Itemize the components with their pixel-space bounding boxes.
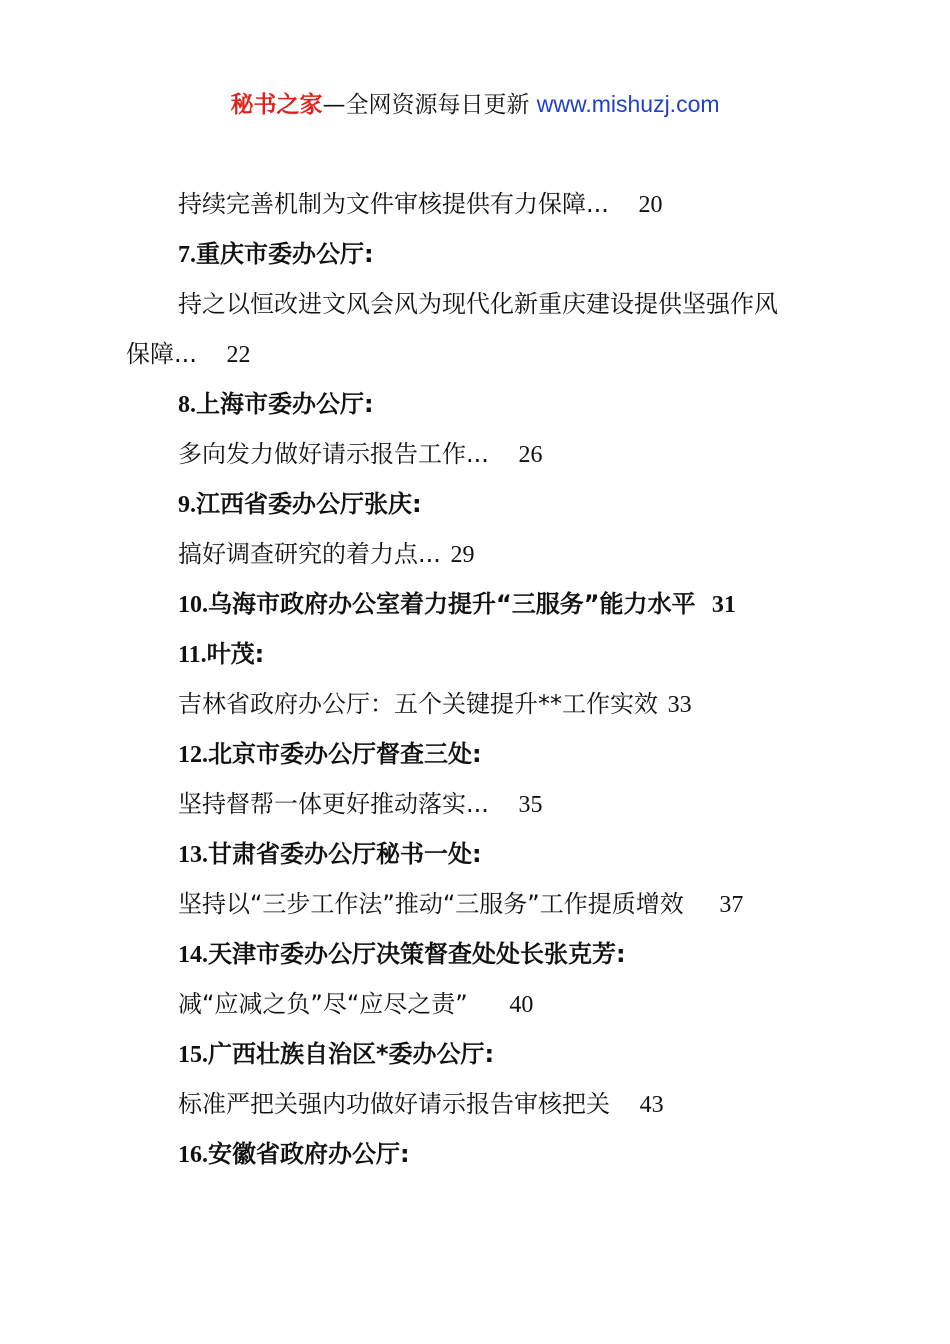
toc-heading-number: 12. — [178, 742, 208, 768]
toc-heading[interactable] — [178, 1136, 410, 1173]
toc-entry[interactable] — [178, 986, 533, 1023]
toc-heading-number: 14. — [178, 942, 208, 968]
toc-page-number: 37 — [719, 892, 744, 918]
toc-heading-title: 甘肃省委办公厅秘书一处: — [208, 840, 482, 868]
toc-heading[interactable] — [178, 386, 374, 423]
toc-entry-title: 坚持以“三步工作法”推动“三服务”工作提质增效 — [178, 890, 684, 918]
toc-heading-number: 9. — [178, 492, 196, 518]
toc-page-number: 31 — [711, 592, 736, 618]
toc-page-number: 33 — [667, 692, 692, 718]
toc-entry[interactable] — [178, 686, 692, 723]
toc-heading-number: 13. — [178, 842, 208, 868]
toc-entry-title: 持之以恒改进文风会风为现代化新重庆建设提供坚强作风 — [178, 290, 778, 318]
toc-page-number: 20 — [638, 192, 663, 218]
toc-entry[interactable] — [178, 186, 663, 223]
toc-heading[interactable] — [178, 736, 482, 773]
toc-heading-title: 天津市委办公厅决策督查处处长张克芳: — [208, 940, 626, 968]
toc-page-number: 22 — [226, 342, 251, 368]
toc-entry-title: 搞好调查研究的着力点... — [178, 540, 441, 568]
site-url-link[interactable]: www.mishuzj.com — [536, 91, 720, 117]
toc-heading-title: 叶茂: — [206, 640, 265, 668]
toc-heading[interactable] — [178, 936, 626, 973]
toc-heading-number: 8. — [178, 392, 196, 418]
toc-page-number: 40 — [509, 992, 534, 1018]
toc-heading-number: 11. — [178, 642, 207, 668]
toc-heading-title: 重庆市委办公厅: — [196, 240, 374, 268]
toc-heading-title: 乌海市政府办公室着力提升“三服务”能力水平 — [208, 590, 696, 618]
toc-entry[interactable] — [178, 786, 543, 823]
toc-entry-continuation[interactable] — [126, 336, 251, 373]
toc-page-number: 26 — [518, 442, 543, 468]
toc-heading-number: 10. — [178, 592, 208, 618]
toc-heading-number: 15. — [178, 1042, 208, 1068]
site-header — [0, 88, 950, 121]
toc-heading-title: 广西壮族自治区*委办公厅: — [208, 1040, 495, 1068]
toc-entry-title: 持续完善机制为文件审核提供有力保障... — [178, 190, 609, 218]
toc-entry-title: 吉林省政府办公厅：五个关键提升**工作实效 — [178, 690, 658, 718]
toc-heading[interactable] — [178, 636, 264, 673]
toc-page-number: 35 — [518, 792, 543, 818]
toc-heading[interactable] — [178, 1036, 494, 1073]
toc-entry-title: 减“应减之负”尽“应尽之责” — [178, 990, 468, 1018]
toc-entry[interactable] — [178, 436, 543, 473]
toc-heading-title: 北京市委办公厅督查三处: — [208, 740, 482, 768]
toc-heading[interactable] — [178, 586, 736, 623]
toc-entry-title: 标准严把关强内功做好请示报告审核把关 — [178, 1090, 610, 1118]
toc-entry-title: 多向发力做好请示报告工作... — [178, 440, 489, 468]
toc-heading-title: 安徽省政府办公厅: — [208, 1140, 410, 1168]
brand-name: 秘书之家 — [230, 92, 323, 118]
toc-heading[interactable] — [178, 486, 422, 523]
toc-entry[interactable] — [178, 1086, 664, 1123]
toc-page-number: 29 — [450, 542, 475, 568]
toc-heading[interactable] — [178, 836, 482, 873]
toc-entry[interactable] — [178, 536, 475, 573]
toc-entry-title: 坚持督帮一体更好推动落实... — [178, 790, 489, 818]
header-tagline: —全网资源每日更新 — [322, 92, 530, 118]
toc-heading-number: 16. — [178, 1142, 208, 1168]
toc-heading-number: 7. — [178, 242, 196, 268]
toc-page-number: 43 — [639, 1092, 664, 1118]
toc-entry-title: 保障... — [126, 340, 197, 368]
toc-heading-title: 上海市委办公厅: — [196, 390, 374, 418]
toc-heading-title: 江西省委办公厅张庆: — [196, 490, 422, 518]
toc-heading[interactable] — [178, 236, 374, 273]
toc-entry[interactable] — [178, 886, 743, 923]
toc-entry[interactable] — [178, 286, 778, 322]
